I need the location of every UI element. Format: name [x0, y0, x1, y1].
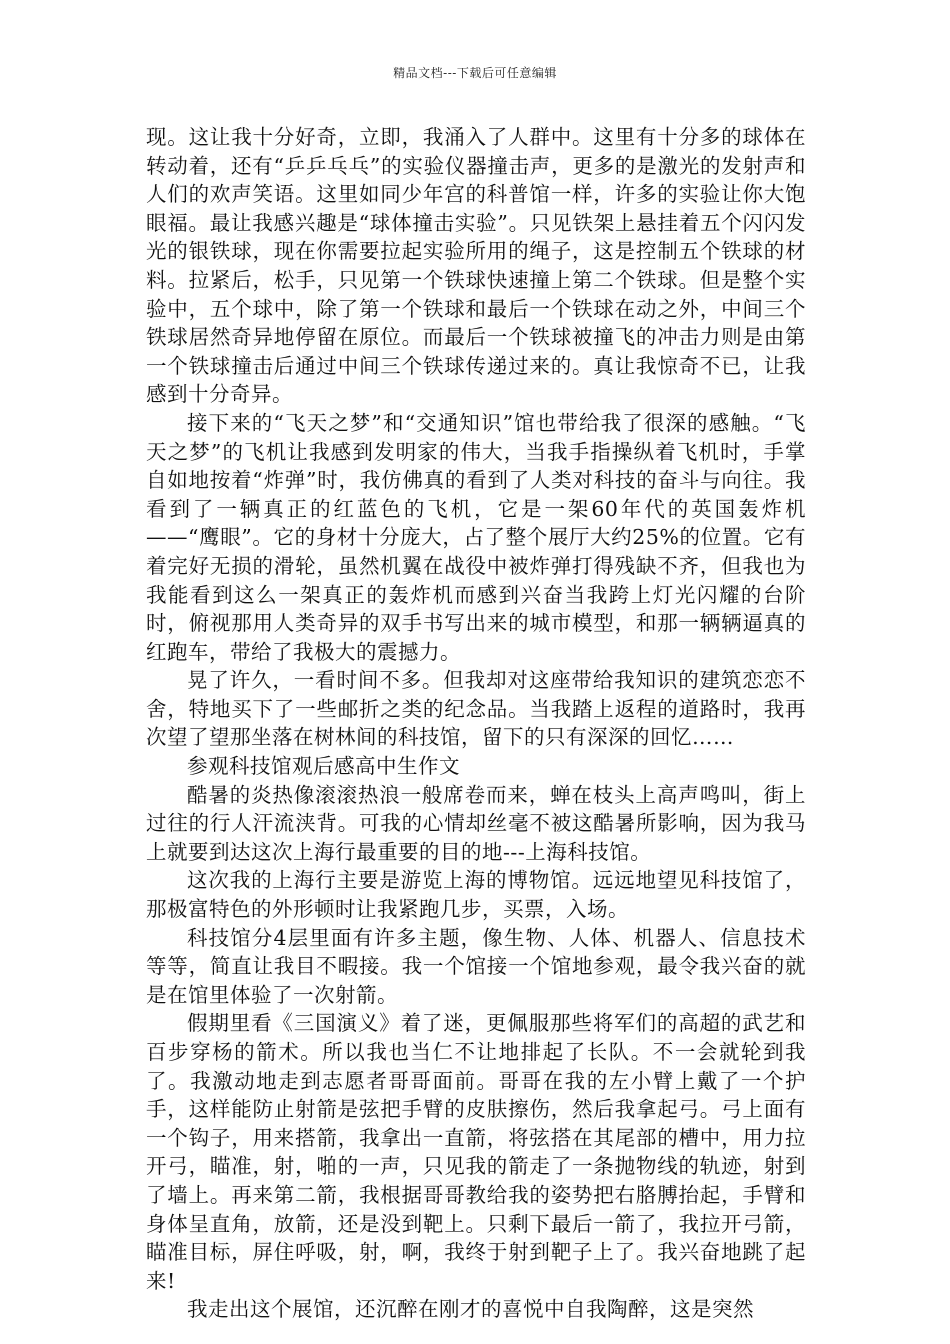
paragraph: 酷暑的炎热像滚滚热浪一般席卷而来，蝉在枝头上高声鸣叫，街上过往的行人汗流浃背。可我的心情却丝毫不被这酷暑所影响，因为我马上就要到达这次上海行最重要的目的地---上海科技馆。	[146, 782, 806, 864]
paragraph-continuation: 现。这让我十分好奇，立即，我涌入了人群中。这里有十分多的球体在转动着，还有“乒乒乓乓”的实验仪器撞击声，更多的是激光的发射声和人们的欢声笑语。这里如同少年宫的科普馆一样，许多的实验让你大饱眼福。最让我感兴趣是“球体撞击实验”。只见铁架上悬挂着五个闪闪发光的银铁球，现在你需要拉起实验所用的绳子，这是控制五个铁球的材料。拉紧后，松手，只见第一个铁球快速撞上第二个铁球。但是整个实验中，五个球中，除了第一个铁球和最后一个铁球在动之外，中间三个铁球居然奇异地停留在原位。而最后一个铁球被撞飞的冲击力则是由第一个铁球撞击后通过中间三个铁球传递过来的。真让我惊奇不已，让我感到十分奇异。	[146, 125, 806, 407]
paragraph: 科技馆分4层里面有许多主题，像生物、人体、机器人、信息技术等等，简直让我目不暇接。我一个馆接一个馆地参观，最令我兴奋的就是在馆里体验了一次射箭。	[146, 925, 806, 1007]
paragraph: 接下来的“飞天之梦”和“交通知识”馆也带给我了很深的感触。“飞天之梦”的飞机让我感到发明家的伟大，当我手指操纵着飞机时，手掌自如地按着“炸弹”时，我仿佛真的看到了人类对科技的奋斗与向往。我看到了一辆真正的红蓝色的飞机，它是一架60年代的英国轰炸机——“鹰眼”。它的身材十分庞大，占了整个展厅大约25%的位置。它有着完好无损的滑轮，虽然机翼在战役中被炸弹打得残缺不齐，但我也为我能看到这么一架真正的轰炸机而感到兴奋当我跨上灯光闪耀的台阶时，俯视那用人类奇异的双手书写出来的城市模型，和那一辆辆逼真的红跑车，带给了我极大的震撼力。	[146, 410, 806, 664]
paragraph: 晃了许久，一看时间不多。但我却对这座带给我知识的建筑恋恋不舍，特地买下了一些邮折之类的纪念品。当我踏上返程的道路时，我再次望了望那坐落在树林间的科技馆，留下的只有深深的回忆……	[146, 668, 806, 750]
paragraph: 我走出这个展馆，还沉醉在刚才的喜悦中自我陶醉，这是突然	[187, 1297, 754, 1322]
paragraph: 假期里看《三国演义》着了迷，更佩服那些将军们的高超的武艺和百步穿杨的箭术。所以我也当仁不让地排起了长队。不一会就轮到我了。我激动地走到志愿者哥哥面前。哥哥在我的左小臂上戴了一个护手，这样能防止射箭是弦把手臂的皮肤擦伤，然后我拿起弓。弓上面有一个钩子，用来搭箭，我拿出一直箭，将弦搭在其尾部的槽中，用力拉开弓，瞄准，射，啪的一声，只见我的箭走了一条抛物线的轨迹，射到了墙上。再来第二箭，我根据哥哥教给我的姿势把右胳膊抬起，手臂和身体呈直角，放箭，还是没到靶上。只剩下最后一箭了，我拉开弓箭，瞄准目标，屏住呼吸，射，啊，我终于射到靶子上了。我兴奋地跳了起来!	[146, 1011, 806, 1293]
paragraph: 这次我的上海行主要是游览上海的博物馆。远远地望见科技馆了，那极富特色的外形顿时让我紧跑几步，买票，入场。	[146, 868, 806, 922]
section-title: 参观科技馆观后感高中生作文	[187, 754, 460, 779]
document-body	[146, 123, 806, 1324]
page-header: 精品文档---下载后可任意编辑	[393, 66, 557, 80]
